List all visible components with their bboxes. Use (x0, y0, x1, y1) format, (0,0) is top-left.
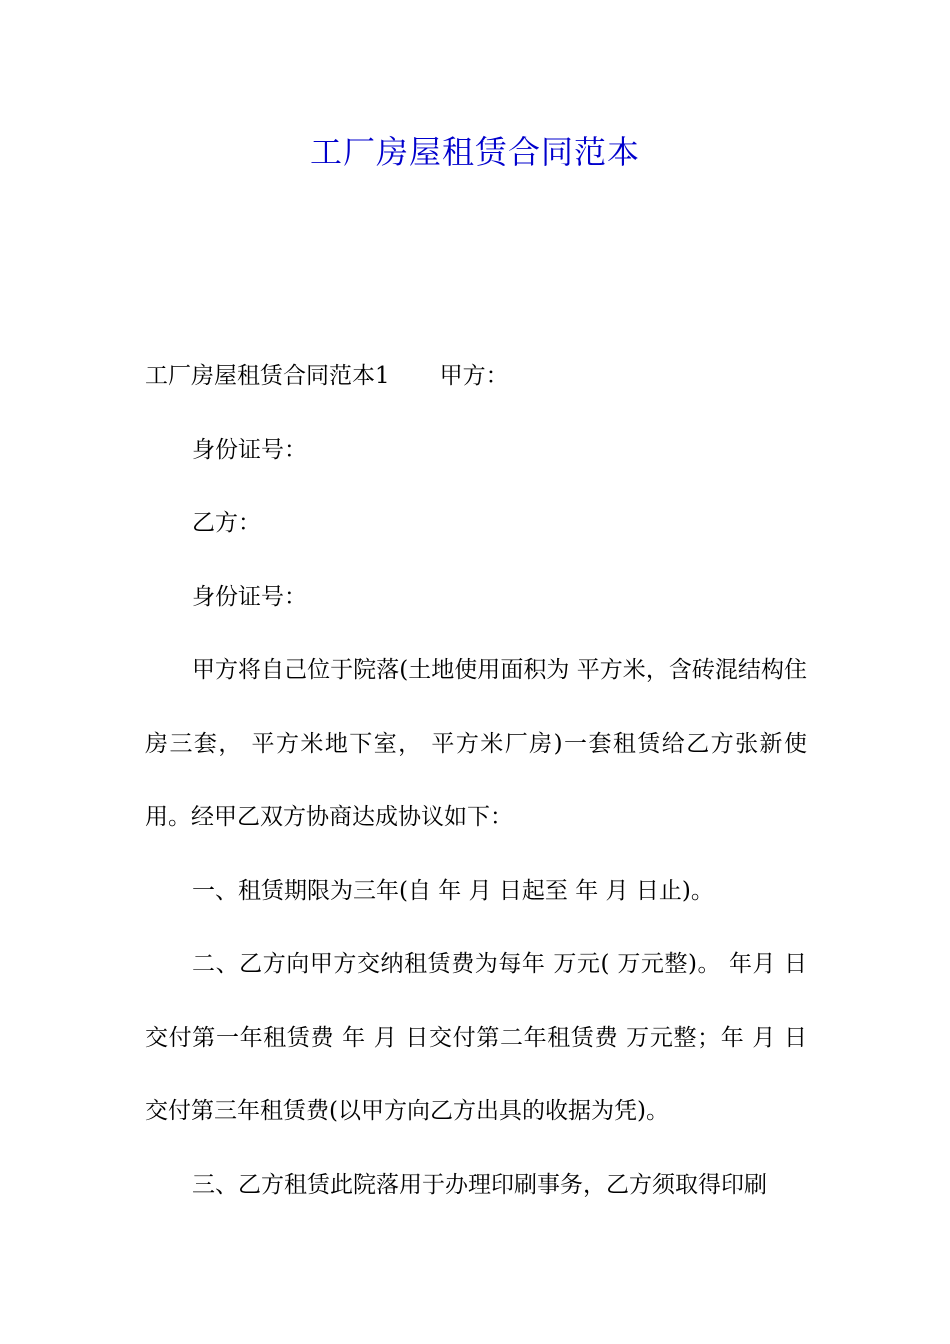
paragraph-clause-3: 三、乙方租赁此院落用于办理印刷事务，乙方须取得印刷 (192, 1171, 767, 1198)
document-title: 工厂房屋租赁合同范本 (309, 133, 640, 171)
party-a-label: 甲方： (439, 363, 509, 389)
paragraph-party-b: 乙方： (192, 510, 261, 536)
paragraph-lease-premises: 甲方将自己位于院落(土地使用面积为 平方米，含砖混结构住房三套， 平方米地下室， 平方米厂房)一套租赁给乙方张新使用。经甲乙双方协商达成协议如下： (145, 657, 807, 830)
heading-line (145, 340, 807, 414)
section-title: 工厂房屋租赁合同范本1 (145, 363, 390, 389)
paragraph-clause-1: 一、租赁期限为三年(自 年 月 日起至 年 月 日止)。 (192, 877, 714, 904)
paragraph-clause-2: 二、乙方向甲方交纳租赁费为每年 万元( 万元整)。 年月 日交付第一年租赁费 年 月 日交付第二年租赁费 万元整；年 月 日交付第三年租赁费(以甲方向乙方出具的收据为凭)。 (145, 951, 807, 1124)
paragraph-id-number-a: 身份证号： (192, 436, 307, 463)
document-body (145, 340, 807, 1222)
paragraph-id-number-b: 身份证号： (192, 583, 307, 610)
